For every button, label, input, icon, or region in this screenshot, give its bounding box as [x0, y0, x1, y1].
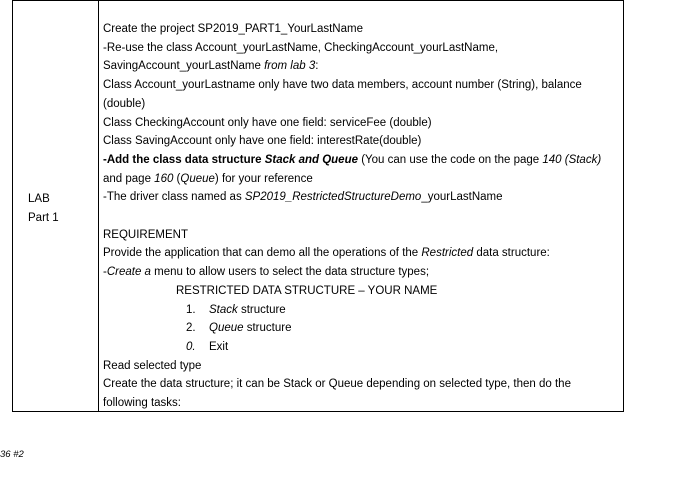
- text-span: (You can use the code on the page: [358, 153, 543, 166]
- instruction-line: Create the data structure; it can be Stack or Queue depending on selected type, then do the: [103, 378, 571, 391]
- menu-item-rest: structure: [237, 303, 286, 316]
- instruction-line: -Re-use the class Account_yourLastName, CheckingAccount_yourLastName,: [103, 41, 499, 54]
- menu-title: RESTRICTED DATA STRUCTURE – YOUR NAME: [176, 284, 438, 297]
- text-span: -: [103, 266, 107, 279]
- text-span: 140 (Stack): [542, 153, 602, 166]
- text-span: SavingAccount_yourLastName: [103, 60, 265, 73]
- text-span: Create a: [106, 266, 151, 279]
- text-span: data structure:: [473, 247, 550, 260]
- text-span: ) for your reference: [214, 172, 313, 185]
- menu-item-name: Exit: [209, 340, 229, 353]
- instruction-line: [103, 263, 615, 282]
- text-span: 160: [154, 172, 174, 185]
- text-span: and page: [103, 172, 155, 185]
- instruction-line: Class SavingAccount only have one field: interestRate(double): [103, 135, 422, 148]
- instruction-line: Create the project SP2019_PART1_YourLastName: [103, 23, 363, 35]
- instruction-line: [103, 188, 615, 207]
- instruction-line: following tasks:: [103, 397, 181, 410]
- menu-item-name: Queue: [209, 322, 244, 335]
- text-span: Queue: [180, 172, 215, 185]
- text-span: -The driver class named as: [103, 191, 245, 204]
- menu-item-name: Stack: [209, 303, 238, 316]
- text-span: -Add the class data structure: [103, 153, 265, 166]
- lab-table: [12, 0, 624, 412]
- lab-part: Part 1: [28, 212, 59, 224]
- lab-title: LAB: [28, 193, 50, 205]
- menu-item: [103, 301, 615, 320]
- text-span: SP2019_RestrictedStructureDemo: [244, 191, 422, 204]
- instruction-line: [103, 151, 615, 170]
- lab-label-cell: [13, 1, 99, 411]
- text-span: from lab 3: [264, 60, 316, 73]
- page-number-mark: 36 #2: [0, 449, 24, 460]
- instruction-line: [103, 244, 615, 263]
- menu-item-number: 1.: [186, 303, 196, 316]
- lab-instructions: [103, 20, 615, 413]
- lab-label: [28, 190, 59, 228]
- lab-content-cell: [99, 1, 623, 411]
- menu-item: [103, 338, 615, 357]
- text-span: :: [315, 60, 319, 73]
- text-span: Provide the application that can demo all the operations of the: [103, 247, 422, 260]
- text-span: _yourLastName: [421, 191, 503, 204]
- spacer: [103, 207, 615, 226]
- instruction-line: Class Account_yourLastname only have two data members, account number (String), balance: [103, 79, 582, 92]
- menu-item: [103, 319, 615, 338]
- text-span: (: [173, 172, 181, 185]
- requirement-heading: REQUIREMENT: [103, 228, 188, 241]
- instruction-line: Read selected type: [103, 359, 202, 372]
- text-span: menu to allow users to select the data structure types;: [150, 266, 430, 279]
- text-span: Restricted: [421, 247, 474, 260]
- instruction-line: [103, 170, 615, 189]
- instruction-line: [103, 57, 615, 76]
- menu-item-number: 0.: [186, 340, 196, 353]
- instruction-line: (double): [103, 97, 146, 110]
- menu-item-number: 2.: [186, 322, 196, 335]
- menu-item-rest: structure: [243, 322, 292, 335]
- text-span: Stack and Queue: [264, 153, 358, 166]
- instruction-line: Class CheckingAccount only have one field: serviceFee (double): [103, 116, 432, 129]
